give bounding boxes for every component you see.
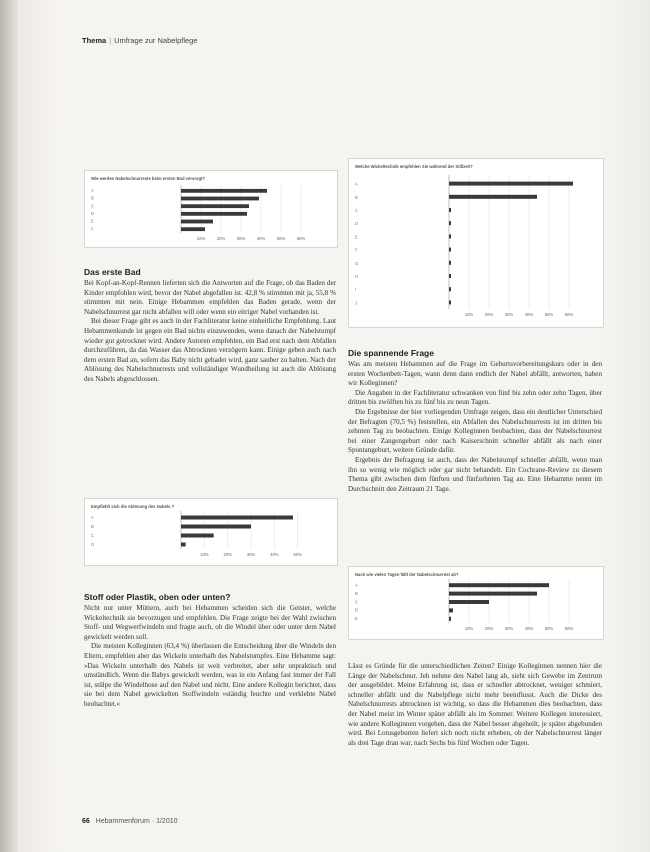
- page-number: 66: [82, 818, 90, 825]
- bar: [181, 220, 213, 224]
- bar: [181, 204, 249, 208]
- chart-navel-detachment: [84, 498, 338, 566]
- paragraph: Was am meisten Hebammen auf die Frage im Geburtsvorbereitungskurs oder in den ersten Wochenbett-Tagen, wann denn dann endlich der Nabel abfällt, antworten, haben wir Kolleginnen?: [348, 360, 602, 388]
- tick-label: 20%: [484, 312, 494, 317]
- tick-label: 10%: [464, 312, 474, 317]
- paragraph: Die meisten Kolleginnen (63,4 %) überlassen die Entscheidung über die Windeln den Eltern, empfehlen aber das Wickeln unterhalb des Nabelstumpfes. Eine Hebamme sagt: »Das Wickeln unterhalb des Nabels ist weit verbreitet, aber sehr unpraktisch und umständlich. Wenn die Babys gewickelt werden, was in ein Anfang fast immer der Fall ist, stülpe die Windelhose auf den Nabel und nicht. Eine andere Kollegin berichtet, dass sie bei dem Nabel gewickelten Stoffwindeln »ständig feuchte und verklebte Nabel beobachtet.«: [84, 642, 336, 708]
- chart-title: Empfiehlt sich die Ablösung des Nabels ?: [91, 504, 175, 509]
- tick-label: 10%: [464, 626, 474, 631]
- tick-label: 20%: [216, 236, 226, 241]
- heading-cloth-or-plastic: Stoff oder Plastik, oben oder unten?: [84, 592, 231, 602]
- category-label: B: [91, 195, 94, 201]
- paragraph: Die Angaben in der Fachliteratur schwanken von fünf bis zehn oder zehn Tagen, über dritten bis zwölften bis zu fünf bis zu neun Tagen.: [348, 388, 602, 407]
- book-spine-shadow: [0, 0, 18, 852]
- tick-label: 40%: [270, 552, 279, 557]
- bar: [181, 227, 205, 231]
- bar: [449, 608, 453, 612]
- category-label: C: [91, 203, 95, 209]
- tick-label: 20%: [484, 626, 494, 631]
- category-label: H: [355, 273, 359, 279]
- bar: [181, 525, 251, 529]
- bar: [181, 197, 259, 201]
- bar: [449, 583, 549, 587]
- chart-first-bath: [84, 170, 338, 248]
- bar: [449, 221, 451, 225]
- column-first-bath: [84, 279, 336, 491]
- column-exciting-question: [348, 360, 602, 556]
- bar: [449, 617, 451, 621]
- category-label: C: [91, 532, 95, 538]
- bar: [449, 195, 537, 199]
- heading-exciting-question: Die spannende Frage: [348, 348, 434, 358]
- category-label: J: [355, 300, 358, 306]
- tick-label: 30%: [504, 626, 514, 631]
- bar: [449, 208, 451, 212]
- category-label: E: [355, 616, 358, 622]
- bar: [449, 592, 537, 596]
- tick-label: 50%: [276, 236, 286, 241]
- page-footer: [82, 818, 178, 825]
- chart-plot: [349, 567, 603, 639]
- bar: [449, 248, 451, 252]
- tick-label: 50%: [293, 552, 302, 557]
- category-label: I: [355, 287, 357, 293]
- tick-label: 30%: [236, 236, 246, 241]
- bar: [449, 600, 489, 604]
- category-label: G: [355, 260, 359, 266]
- category-label: D: [355, 607, 359, 613]
- column-reasons: [348, 662, 602, 806]
- bar: [449, 274, 451, 278]
- chart-wrapping-technique: [348, 158, 604, 328]
- paragraph: Lässt es Gründe für die unterschiedlichen Zeiten? Einige Kolleginnen nennen hier die Länge der Nabelschnur. Jeh nehme den Nabel lang ab, sieht sich Gewebe im Zentrum der ausgebildet. Meine Erfahrung ist, dass er schneller abtrocknet, weniger schmiert, schneller abfällt und die Nabelpflege nicht mehr beeinflusst. Auch die Dicke des Nabelschnurrests abtrocknen ist wichtig, so dass die Hebammen dies beobachten, dass der Nabel meist im Winter später abfällt als im Sommer. Weitere Kollegen interessiert, wie andere Kolleginnen vorgehen, dass der Nabel besser abgeheilt, je später abgebunden wird. Bei Lotusgeburten liefert sich noch nicht erheben, ob der Nabelschnurrest länger als drei Tage dran war, nach Sechs bis fünf Wochen oder Tagen.: [348, 662, 602, 747]
- paragraph: Die Ergebnisse der hier vorliegenden Umfrage zeigen, dass ein deutlicher Unterschied der Befragten (70,5 %) feststellen, ein Abfallen des Nabelschnurrests ist im dritten bis zehnten Tag zu beobachten. Einige Kolleginnen beobachten, dass der Nabelschnurrest bei einer Zangengeburt oder nach Kaiserschnitt schneller abfällt als nach einer Spontangeburt, weitere Gründe dafür.: [348, 407, 602, 455]
- tick-label: 40%: [524, 312, 534, 317]
- bar: [449, 234, 451, 238]
- paragraph: Bei Kopf-an-Kopf-Rennen lieferten sich die Antworten auf die Frage, ob das Baden der Kinder empfohlen wird, bevor der Nabel abgefallen ist. 42,8 % stimmten mit ja, 55,8 % stimmten mit nein. Einige Hebammen empfehlen das Baden gerade, wenn der Nabelschnurrest gar nicht abfallen will oder wenn ein eitriger Nabel vorhanden ist.: [84, 279, 336, 316]
- category-label: D: [91, 210, 95, 216]
- category-label: B: [355, 590, 358, 596]
- tick-label: 10%: [200, 552, 209, 557]
- category-label: B: [355, 194, 358, 200]
- chart-days-detachment: [348, 566, 604, 640]
- category-label: F: [91, 226, 94, 232]
- paragraph: Nicht nur unter Müttern, auch bei Hebammen scheiden sich die Geister, welche Wickeltechnik sie bevorzugen und empfehlen. Die Frage zeigte bei der Wahl zwischen Stoff- und Wegwerfwindeln und fragte auch, ob die Windel über oder unter dem Nabel gewickelt werden soll.: [84, 604, 336, 641]
- category-label: F: [355, 247, 358, 253]
- chart-title: Nach wie vielen Tagen fällt der Nabelschnurrest ab?: [355, 572, 459, 577]
- tick-label: 30%: [504, 312, 514, 317]
- chart-plot: [85, 499, 337, 565]
- tick-label: 10%: [196, 236, 206, 241]
- heading-first-bath: Das erste Bad: [84, 267, 141, 277]
- category-label: A: [91, 187, 94, 193]
- bar: [449, 261, 451, 265]
- tick-label: 30%: [246, 552, 256, 557]
- header-section: Thema: [82, 36, 107, 45]
- chart-plot: [349, 159, 603, 327]
- chart-title: Wie werden Nabelschnurreste beim ersten Bad versorgt?: [91, 176, 205, 181]
- tick-label: 60%: [564, 626, 574, 631]
- tick-label: 40%: [256, 236, 266, 241]
- category-label: C: [355, 599, 359, 605]
- category-label: D: [91, 541, 95, 547]
- paragraph: Bei dieser Frage gibt es auch in der Fachliteratur keine einheitliche Empfehlung. Laut Hebammenkunde ist gegen ein Bad nichts einzuwenden, wenn danach der Nabelstumpf wieder gut getrocknet wird. Andere Autoren empfehlen, ein Bad erst nach dem Abfallen durchzuführen, da das Wasser das Abtrocknen verzögern kann. Einige geben auch nach dem ersten Bad an, sofern das Baby nicht gebadet wird, ganz sauber zu halten. Nach der Ablösung des Nabelschnurrests und vollständiger Wundheilung ist auch die Ablösung des Nabels abgeschlossen.: [84, 317, 336, 383]
- category-label: E: [355, 234, 358, 240]
- header-title: Umfrage zur Nabelpflege: [114, 36, 198, 45]
- category-label: A: [355, 582, 358, 588]
- category-label: B: [91, 523, 94, 529]
- bar: [181, 534, 214, 538]
- bar: [181, 212, 247, 216]
- chart-title: Welche Wickeltechnik empfehlen Sie während der Stillzeit?: [355, 164, 473, 169]
- bar: [181, 516, 293, 520]
- tick-label: 20%: [223, 552, 232, 557]
- category-label: A: [355, 181, 358, 187]
- category-label: C: [355, 207, 359, 213]
- column-cloth-or-plastic: [84, 604, 336, 804]
- tick-label: 40%: [524, 626, 534, 631]
- paragraph: Ergebnis der Befragung ist auch, dass der Nabelstumpf schneller abfällt, wenn man ihn so wenig wie möglich oder gar nicht behandelt. Ein Cochrane-Review zu diesem Thema gibt zwischen dem fünften und fünfzehnten Tag an. Eine Hebamme nennt im Durchschnitt den Zeitraum 21 Tage.: [348, 455, 602, 493]
- chart-plot: [85, 171, 337, 247]
- tick-label: 60%: [296, 236, 306, 241]
- category-label: E: [91, 218, 94, 224]
- page-header: Thema | Umfrage zur Nabelpflege: [82, 36, 198, 45]
- bar: [449, 287, 451, 291]
- tick-label: 50%: [544, 312, 554, 317]
- tick-label: 60%: [564, 312, 574, 317]
- category-label: D: [355, 221, 359, 227]
- journal-name: Hebammenforum · 1/2010: [95, 818, 178, 825]
- tick-label: 50%: [544, 626, 554, 631]
- bar: [181, 543, 186, 547]
- bar: [449, 300, 451, 304]
- bar: [181, 189, 267, 193]
- category-label: A: [91, 514, 94, 520]
- bar: [449, 182, 573, 186]
